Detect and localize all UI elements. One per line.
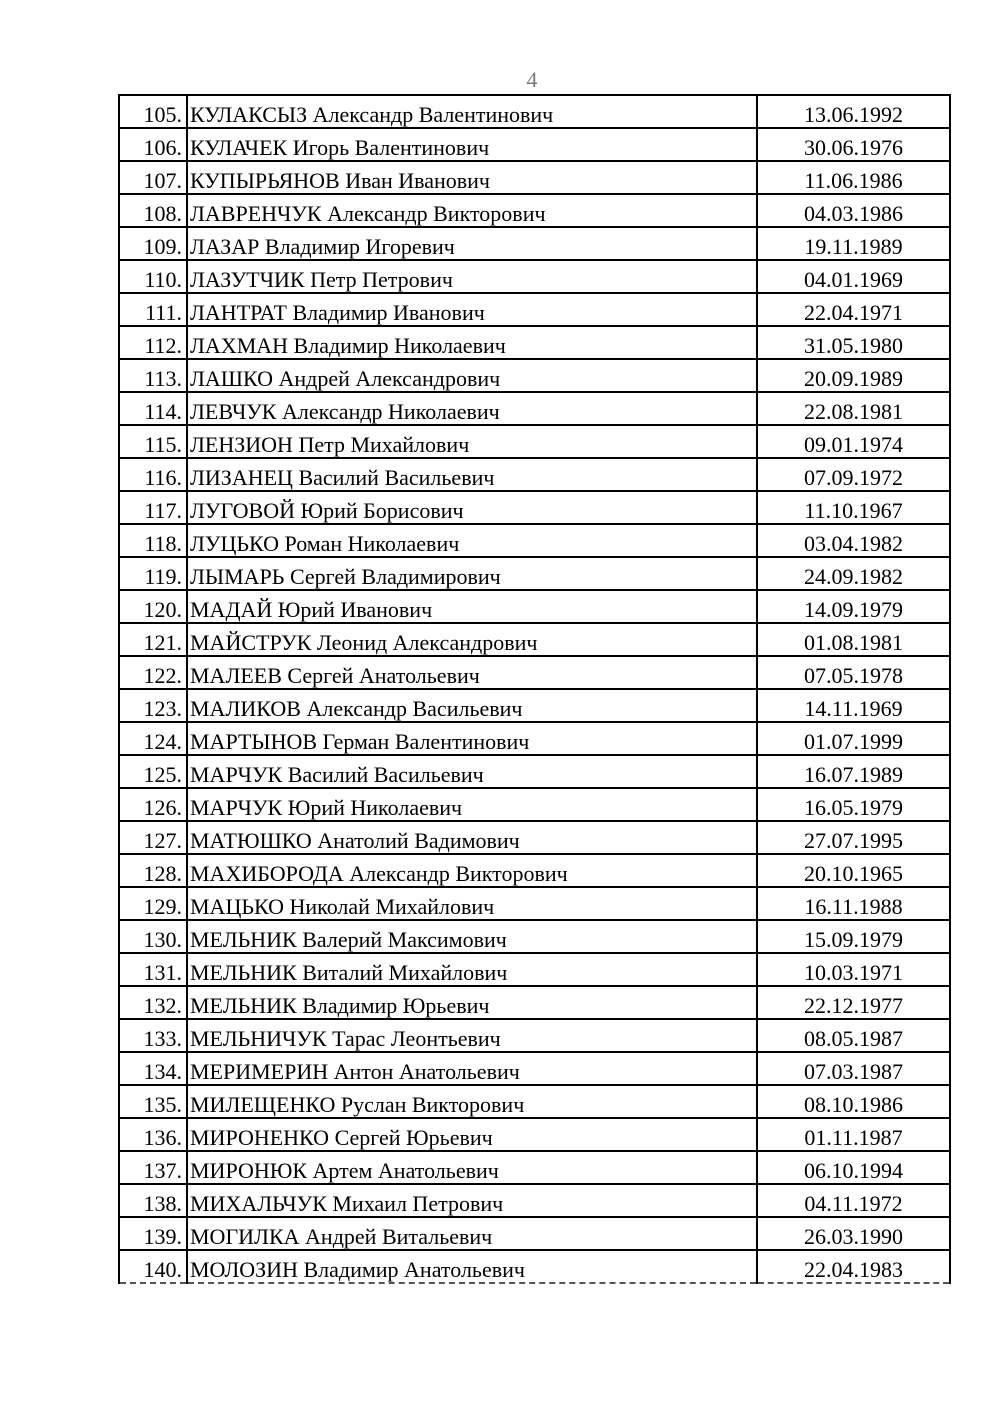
full-name-cell	[187, 590, 757, 623]
given-names: Антон Анатольевич	[333, 1059, 520, 1084]
birth-date-cell: 04.01.1969	[757, 260, 950, 293]
given-names: Владимир Юрьевич	[302, 993, 490, 1018]
birth-date-cell: 03.04.1982	[757, 524, 950, 557]
table-row	[119, 1217, 950, 1250]
table-row	[119, 788, 950, 821]
surname: ЛАШКО	[190, 366, 274, 391]
given-names: Анатолий Вадимович	[317, 828, 520, 853]
row-number-cell: 134.	[119, 1052, 187, 1085]
given-names: Леонид Александрович	[316, 630, 538, 655]
table-row	[119, 392, 950, 425]
full-name-cell	[187, 1151, 757, 1184]
given-names: Александр Викторович	[349, 861, 568, 886]
birth-date-cell: 22.08.1981	[757, 392, 950, 425]
birth-date-cell: 09.01.1974	[757, 425, 950, 458]
table-row	[119, 359, 950, 392]
row-number-cell: 133.	[119, 1019, 187, 1052]
birth-date-cell: 11.06.1986	[757, 161, 950, 194]
given-names: Виталий Михайлович	[302, 960, 508, 985]
full-name-cell	[187, 95, 757, 128]
full-name-cell	[187, 623, 757, 656]
given-names: Тарас Леонтьевич	[332, 1026, 501, 1051]
table-row	[119, 260, 950, 293]
birth-date-cell: 22.04.1971	[757, 293, 950, 326]
table-row	[119, 227, 950, 260]
surname: МАЦЬКО	[190, 894, 284, 919]
surname: ЛУЦЬКО	[190, 531, 280, 556]
table-row	[119, 590, 950, 623]
birth-date-cell: 27.07.1995	[757, 821, 950, 854]
table-row	[119, 887, 950, 920]
table-row	[119, 920, 950, 953]
surname: ЛИЗАНЕЦ	[190, 465, 293, 490]
given-names: Владимир Иванович	[292, 300, 485, 325]
birth-date-cell: 31.05.1980	[757, 326, 950, 359]
given-names: Андрей Александрович	[278, 366, 501, 391]
table-row	[119, 524, 950, 557]
given-names: Герман Валентинович	[322, 729, 530, 754]
table-row	[119, 689, 950, 722]
full-name-cell	[187, 128, 757, 161]
birth-date-cell: 16.11.1988	[757, 887, 950, 920]
surname: МАРТЫНОВ	[190, 729, 318, 754]
birth-date-cell: 08.05.1987	[757, 1019, 950, 1052]
given-names: Петр Петрович	[310, 267, 453, 292]
surname: МАРЧУК	[190, 795, 283, 820]
birth-date-cell: 11.10.1967	[757, 491, 950, 524]
row-number-cell: 124.	[119, 722, 187, 755]
full-name-cell	[187, 656, 757, 689]
row-number-cell: 130.	[119, 920, 187, 953]
birth-date-cell: 20.10.1965	[757, 854, 950, 887]
row-number-cell: 113.	[119, 359, 187, 392]
surname: МАХИБОРОДА	[190, 861, 344, 886]
row-number-cell: 110.	[119, 260, 187, 293]
birth-date-cell: 08.10.1986	[757, 1085, 950, 1118]
surname: МЕЛЬНИЧУК	[190, 1026, 327, 1051]
given-names: Юрий Борисович	[300, 498, 464, 523]
row-number-cell: 106.	[119, 128, 187, 161]
full-name-cell	[187, 227, 757, 260]
table-row	[119, 293, 950, 326]
birth-date-cell: 06.10.1994	[757, 1151, 950, 1184]
birth-date-cell: 01.07.1999	[757, 722, 950, 755]
full-name-cell	[187, 1052, 757, 1085]
full-name-cell	[187, 788, 757, 821]
surname: МЕЛЬНИК	[190, 960, 297, 985]
full-name-cell	[187, 1085, 757, 1118]
given-names: Александр Николаевич	[282, 399, 500, 424]
birth-date-cell: 14.09.1979	[757, 590, 950, 623]
given-names: Петр Михайлович	[298, 432, 470, 457]
birth-date-cell: 13.06.1992	[757, 95, 950, 128]
table-row	[119, 194, 950, 227]
birth-date-cell: 30.06.1976	[757, 128, 950, 161]
full-name-cell	[187, 755, 757, 788]
full-name-cell	[187, 1019, 757, 1052]
birth-date-cell: 04.03.1986	[757, 194, 950, 227]
given-names: Василий Васильевич	[298, 465, 495, 490]
table-row	[119, 161, 950, 194]
full-name-cell	[187, 392, 757, 425]
given-names: Владимир Николаевич	[293, 333, 506, 358]
table-row	[119, 722, 950, 755]
given-names: Александр Васильевич	[306, 696, 523, 721]
given-names: Юрий Иванович	[277, 597, 433, 622]
row-number-cell: 107.	[119, 161, 187, 194]
given-names: Александр Викторович	[327, 201, 546, 226]
full-name-cell	[187, 359, 757, 392]
birth-date-cell: 15.09.1979	[757, 920, 950, 953]
birth-date-cell: 07.05.1978	[757, 656, 950, 689]
surname: ЛАЗАР	[190, 234, 260, 259]
table-row	[119, 1250, 950, 1283]
given-names: Артем Анатольевич	[312, 1158, 499, 1183]
persons-table-body	[119, 95, 950, 1283]
birth-date-cell: 01.08.1981	[757, 623, 950, 656]
table-row	[119, 755, 950, 788]
surname: МЕЛЬНИК	[190, 927, 297, 952]
birth-date-cell: 19.11.1989	[757, 227, 950, 260]
surname: ЛУГОВОЙ	[190, 498, 296, 523]
row-number-cell: 139.	[119, 1217, 187, 1250]
surname: КУЛАКСЫЗ	[190, 102, 308, 127]
surname: ЛАНТРАТ	[190, 300, 287, 325]
given-names: Василий Васильевич	[287, 762, 484, 787]
row-number-cell: 105.	[119, 95, 187, 128]
surname: МАЛИКОВ	[190, 696, 301, 721]
given-names: Андрей Витальевич	[305, 1224, 493, 1249]
row-number-cell: 111.	[119, 293, 187, 326]
row-number-cell: 123.	[119, 689, 187, 722]
birth-date-cell: 04.11.1972	[757, 1184, 950, 1217]
row-number-cell: 138.	[119, 1184, 187, 1217]
given-names: Сергей Юрьевич	[334, 1125, 493, 1150]
full-name-cell	[187, 161, 757, 194]
surname: МИРОНЮК	[190, 1158, 308, 1183]
table-row	[119, 1151, 950, 1184]
row-number-cell: 135.	[119, 1085, 187, 1118]
surname: ЛАЗУТЧИК	[190, 267, 305, 292]
surname: МЕРИМЕРИН	[190, 1059, 329, 1084]
given-names: Сергей Владимирович	[289, 564, 501, 589]
full-name-cell	[187, 458, 757, 491]
given-names: Александр Валентинович	[312, 102, 554, 127]
given-names: Николай Михайлович	[289, 894, 495, 919]
row-number-cell: 112.	[119, 326, 187, 359]
given-names: Владимир Игоревич	[264, 234, 455, 259]
row-number-cell: 128.	[119, 854, 187, 887]
row-number-cell: 114.	[119, 392, 187, 425]
full-name-cell	[187, 557, 757, 590]
table-row	[119, 854, 950, 887]
row-number-cell: 109.	[119, 227, 187, 260]
table-row	[119, 1118, 950, 1151]
full-name-cell	[187, 689, 757, 722]
birth-date-cell: 22.04.1983	[757, 1250, 950, 1283]
table-row	[119, 95, 950, 128]
full-name-cell	[187, 821, 757, 854]
full-name-cell	[187, 194, 757, 227]
table-row	[119, 623, 950, 656]
row-number-cell: 126.	[119, 788, 187, 821]
table-row	[119, 425, 950, 458]
surname: МИРОНЕНКО	[190, 1125, 330, 1150]
birth-date-cell: 14.11.1969	[757, 689, 950, 722]
row-number-cell: 136.	[119, 1118, 187, 1151]
row-number-cell: 127.	[119, 821, 187, 854]
surname: МАРЧУК	[190, 762, 283, 787]
table-row	[119, 1184, 950, 1217]
row-number-cell: 118.	[119, 524, 187, 557]
table-row	[119, 1052, 950, 1085]
full-name-cell	[187, 1118, 757, 1151]
table-row	[119, 1085, 950, 1118]
given-names: Игорь Валентинович	[292, 135, 490, 160]
surname: МИХАЛЬЧУК	[190, 1191, 327, 1216]
birth-date-cell: 10.03.1971	[757, 953, 950, 986]
table-row	[119, 986, 950, 1019]
full-name-cell	[187, 854, 757, 887]
table-row	[119, 1019, 950, 1052]
row-number-cell: 122.	[119, 656, 187, 689]
full-name-cell	[187, 986, 757, 1019]
full-name-cell	[187, 1250, 757, 1283]
surname: МАЛЕЕВ	[190, 663, 282, 688]
surname: ЛАВРЕНЧУК	[190, 201, 322, 226]
row-number-cell: 115.	[119, 425, 187, 458]
full-name-cell	[187, 1217, 757, 1250]
surname: ЛАХМАН	[190, 333, 289, 358]
given-names: Юрий Николаевич	[287, 795, 463, 820]
birth-date-cell: 26.03.1990	[757, 1217, 950, 1250]
birth-date-cell: 16.05.1979	[757, 788, 950, 821]
persons-table	[118, 94, 951, 1284]
surname: КУПЫРЬЯНОВ	[190, 168, 340, 193]
full-name-cell	[187, 524, 757, 557]
surname: МАТЮШКО	[190, 828, 312, 853]
birth-date-cell: 07.03.1987	[757, 1052, 950, 1085]
surname: МИЛЕЩЕНКО	[190, 1092, 336, 1117]
row-number-cell: 125.	[119, 755, 187, 788]
row-number-cell: 117.	[119, 491, 187, 524]
full-name-cell	[187, 425, 757, 458]
row-number-cell: 108.	[119, 194, 187, 227]
birth-date-cell: 22.12.1977	[757, 986, 950, 1019]
surname: ЛЕНЗИОН	[190, 432, 293, 457]
table-row	[119, 656, 950, 689]
full-name-cell	[187, 953, 757, 986]
surname: МОЛОЗИН	[190, 1257, 298, 1282]
full-name-cell	[187, 260, 757, 293]
surname: МЕЛЬНИК	[190, 993, 297, 1018]
table-row	[119, 953, 950, 986]
birth-date-cell: 24.09.1982	[757, 557, 950, 590]
surname: МАЙСТРУК	[190, 630, 312, 655]
full-name-cell	[187, 1184, 757, 1217]
birth-date-cell: 07.09.1972	[757, 458, 950, 491]
table-row	[119, 491, 950, 524]
table-row	[119, 557, 950, 590]
surname: КУЛАЧЕК	[190, 135, 288, 160]
surname: ЛЫМАРЬ	[190, 564, 285, 589]
surname: МОГИЛКА	[190, 1224, 300, 1249]
row-number-cell: 140.	[119, 1250, 187, 1283]
given-names: Руслан Викторович	[340, 1092, 525, 1117]
full-name-cell	[187, 326, 757, 359]
page-number: 4	[526, 67, 538, 92]
row-number-cell: 119.	[119, 557, 187, 590]
full-name-cell	[187, 887, 757, 920]
given-names: Владимир Анатольевич	[303, 1257, 525, 1282]
full-name-cell	[187, 722, 757, 755]
row-number-cell: 132.	[119, 986, 187, 1019]
given-names: Роман Николаевич	[284, 531, 460, 556]
given-names: Михаил Петрович	[332, 1191, 504, 1216]
given-names: Сергей Анатольевич	[287, 663, 480, 688]
surname: МАДАЙ	[190, 597, 273, 622]
given-names: Иван Иванович	[345, 168, 490, 193]
row-number-cell: 129.	[119, 887, 187, 920]
row-number-cell: 131.	[119, 953, 187, 986]
row-number-cell: 121.	[119, 623, 187, 656]
row-number-cell: 116.	[119, 458, 187, 491]
birth-date-cell: 16.07.1989	[757, 755, 950, 788]
table-row	[119, 458, 950, 491]
full-name-cell	[187, 491, 757, 524]
given-names: Валерий Максимович	[302, 927, 507, 952]
full-name-cell	[187, 293, 757, 326]
birth-date-cell: 01.11.1987	[757, 1118, 950, 1151]
row-number-cell: 120.	[119, 590, 187, 623]
table-row	[119, 821, 950, 854]
full-name-cell	[187, 920, 757, 953]
surname: ЛЕВЧУК	[190, 399, 277, 424]
birth-date-cell: 20.09.1989	[757, 359, 950, 392]
row-number-cell: 137.	[119, 1151, 187, 1184]
table-row	[119, 326, 950, 359]
table-row	[119, 128, 950, 161]
